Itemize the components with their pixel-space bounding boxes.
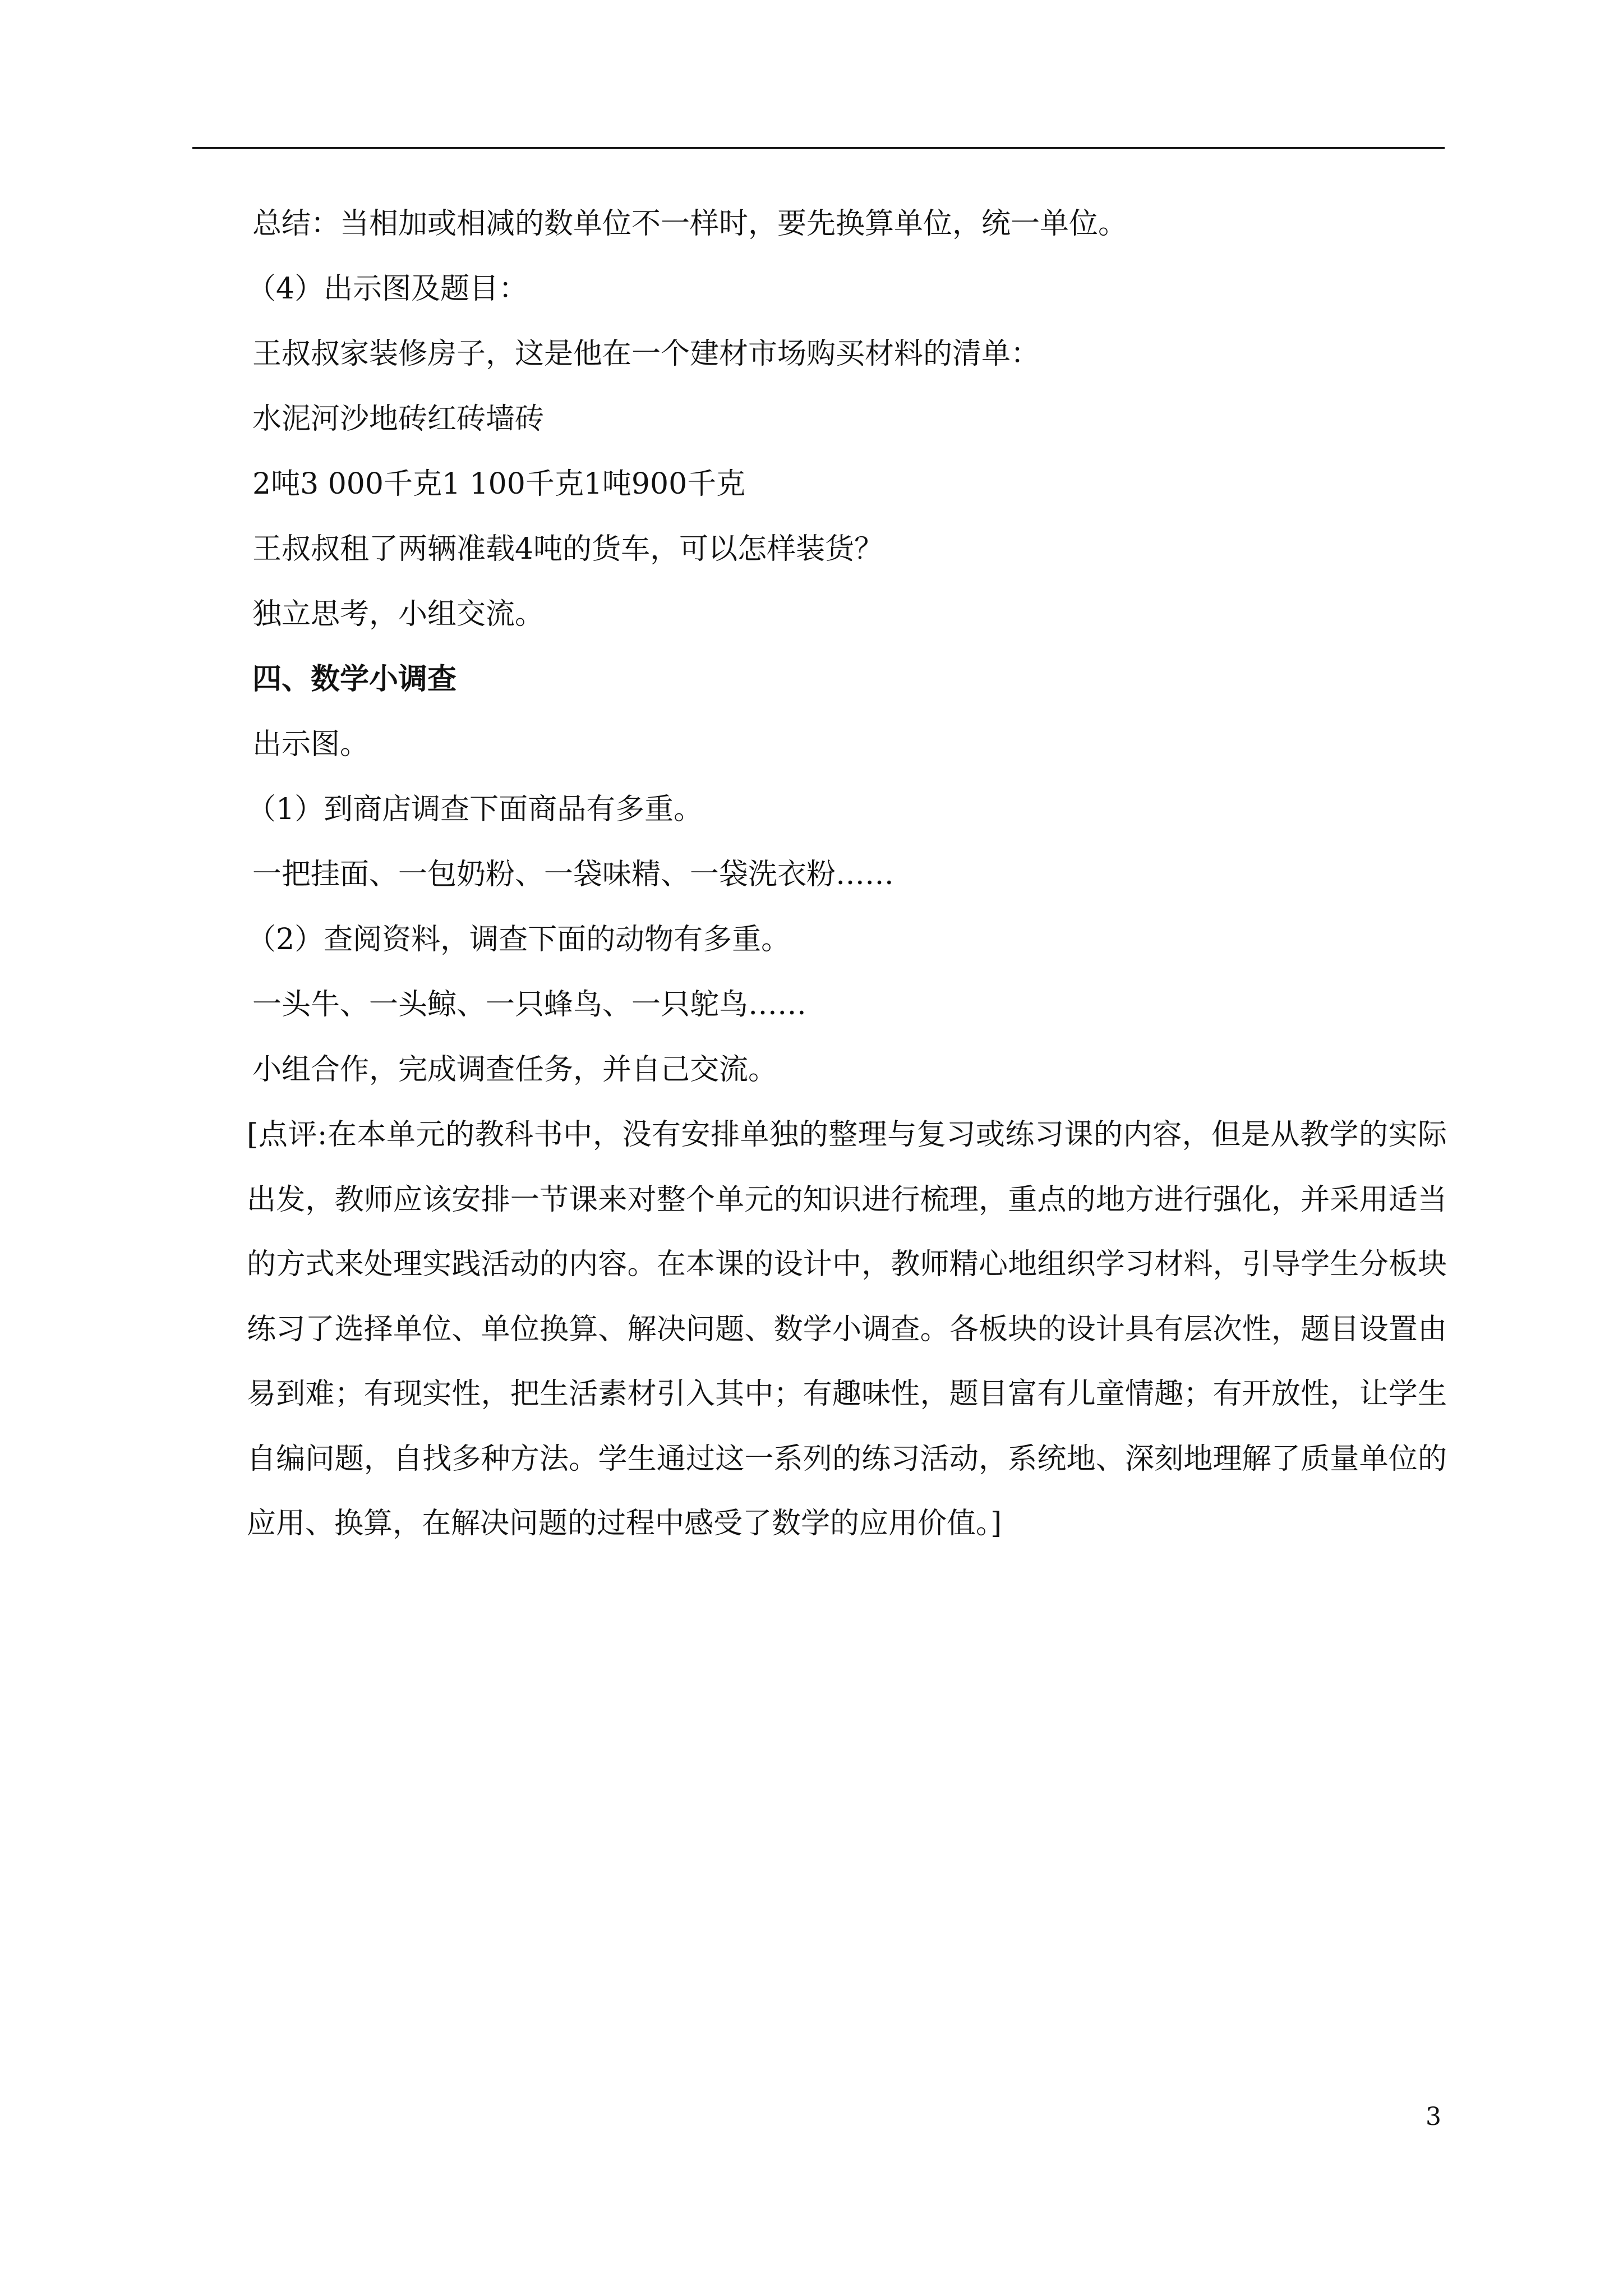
materials-list: 水泥河沙地砖红砖墙砖 (252, 402, 545, 436)
show-picture-line: 出示图。 (252, 728, 370, 761)
goods-list: 一把挂面、一包奶粉、一袋味精、一袋洗衣粉…… (252, 858, 895, 891)
survey-item-2: （2）查阅资料，调查下面的动物有多重。 (247, 923, 791, 956)
summary-line: 总结：当相加或相减的数单位不一样时，要先换算单位，统一单位。 (252, 207, 1128, 241)
item-4-heading: （4）出示图及题目： (247, 272, 528, 306)
materials-weights: 2吨3 000千克1 100千克1吨900千克 (252, 467, 746, 501)
problem-context: 王叔叔家装修房子，这是他在一个建材市场购买材料的清单： (252, 337, 1040, 371)
document-body (247, 207, 1447, 1557)
problem-question: 王叔叔租了两辆准载4吨的货车，可以怎样装货？ (252, 532, 884, 566)
survey-item-1: （1）到商店调查下面商品有多重。 (247, 793, 703, 826)
instruction-line: 独立思考，小组交流。 (252, 597, 545, 631)
page-number: 3 (1426, 2102, 1441, 2131)
commentary-paragraph: [点评:在本单元的教科书中，没有安排单独的整理与复习或练习课的内容，但是从教学的实际出发，教师应该安排一节课来对整个单元的知识进行梳理，重点的地方进行强化，并采用适当的方式来处理实践活动的内容。在本课的设计中，教师精心地组织学习材料，引导学生分板块练习了选择单位、单位换算、解决问题、数学小调查。各板块的设计具有层次性，题目设置由易到难；有现实性，把生活素材引入其中；有趣味性，题目富有儿童情趣；有开放性，让学生自编问题，自找多种方法。学生通过这一系列的练习活动，系统地、深刻地理解了质量单位的应用、换算，在解决问题的过程中感受了数学的应用价值。] (247, 1118, 1447, 1540)
cooperation-line: 小组合作，完成调查任务，并自己交流。 (252, 1053, 778, 1087)
section-heading: 四、数学小调查 (252, 662, 457, 696)
header-rule (192, 147, 1445, 149)
animals-list: 一头牛、一头鲸、一只蜂鸟、一只鸵鸟…… (252, 988, 807, 1022)
